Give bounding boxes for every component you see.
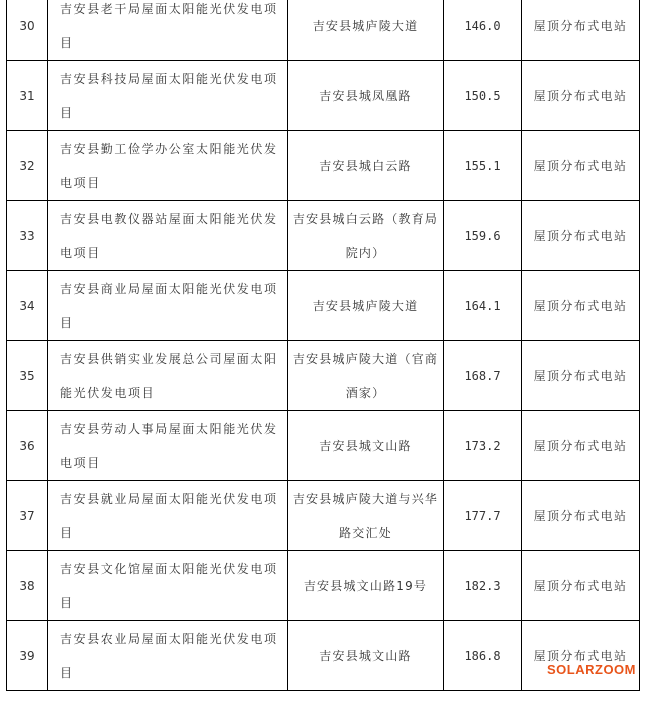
project-location: 吉安县城凤凰路 [288,61,444,131]
project-type: 屋顶分布式电站 [522,341,640,411]
row-number: 31 [7,61,48,131]
table-row [7,131,640,201]
project-name: 吉安县勤工俭学办公室太阳能光伏发电项目 [48,131,288,201]
project-capacity: 164.1 [444,271,522,341]
table-row [7,0,640,61]
project-location: 吉安县城庐陵大道 [288,271,444,341]
row-number: 35 [7,341,48,411]
project-capacity: 182.3 [444,551,522,621]
project-capacity: 146.0 [444,0,522,61]
project-type: 屋顶分布式电站 [522,271,640,341]
project-location: 吉安县城庐陵大道与兴华路交汇处 [288,481,444,551]
project-location: 吉安县城白云路（教育局院内） [288,201,444,271]
project-type: 屋顶分布式电站 [522,201,640,271]
row-number: 34 [7,271,48,341]
table-row [7,271,640,341]
project-name: 吉安县文化馆屋面太阳能光伏发电项目 [48,551,288,621]
project-location: 吉安县城文山路 [288,411,444,481]
project-type: 屋顶分布式电站 [522,0,640,61]
solarzoom-watermark: SOLARZOOM [547,662,636,677]
table-row [7,481,640,551]
project-name: 吉安县商业局屋面太阳能光伏发电项目 [48,271,288,341]
row-number: 30 [7,0,48,61]
project-name: 吉安县供销实业发展总公司屋面太阳能光伏发电项目 [48,341,288,411]
project-capacity: 168.7 [444,341,522,411]
project-table-body [7,0,640,691]
project-table [6,0,640,691]
project-type: 屋顶分布式电站 [522,411,640,481]
project-location: 吉安县城文山路 [288,621,444,691]
project-capacity: 186.8 [444,621,522,691]
row-number: 37 [7,481,48,551]
project-type: 屋顶分布式电站 [522,481,640,551]
row-number: 36 [7,411,48,481]
project-type: 屋顶分布式电站 [522,131,640,201]
project-name: 吉安县就业局屋面太阳能光伏发电项目 [48,481,288,551]
row-number: 39 [7,621,48,691]
table-row [7,341,640,411]
table-row [7,201,640,271]
project-capacity: 177.7 [444,481,522,551]
table-row [7,411,640,481]
project-name: 吉安县农业局屋面太阳能光伏发电项目 [48,621,288,691]
project-location: 吉安县城庐陵大道（官商酒家） [288,341,444,411]
project-name: 吉安县劳动人事局屋面太阳能光伏发电项目 [48,411,288,481]
project-capacity: 173.2 [444,411,522,481]
project-name: 吉安县老干局屋面太阳能光伏发电项目 [48,0,288,61]
project-location: 吉安县城白云路 [288,131,444,201]
project-capacity: 150.5 [444,61,522,131]
project-location: 吉安县城庐陵大道 [288,0,444,61]
project-capacity: 159.6 [444,201,522,271]
project-type: 屋顶分布式电站 [522,551,640,621]
project-capacity: 155.1 [444,131,522,201]
table-row [7,61,640,131]
project-name: 吉安县电教仪器站屋面太阳能光伏发电项目 [48,201,288,271]
project-name: 吉安县科技局屋面太阳能光伏发电项目 [48,61,288,131]
table-row [7,551,640,621]
row-number: 33 [7,201,48,271]
project-location: 吉安县城文山路19号 [288,551,444,621]
row-number: 32 [7,131,48,201]
project-type: 屋顶分布式电站 [522,61,640,131]
table-row [7,621,640,691]
row-number: 38 [7,551,48,621]
project-type: 屋顶分布式电站 [522,621,640,691]
